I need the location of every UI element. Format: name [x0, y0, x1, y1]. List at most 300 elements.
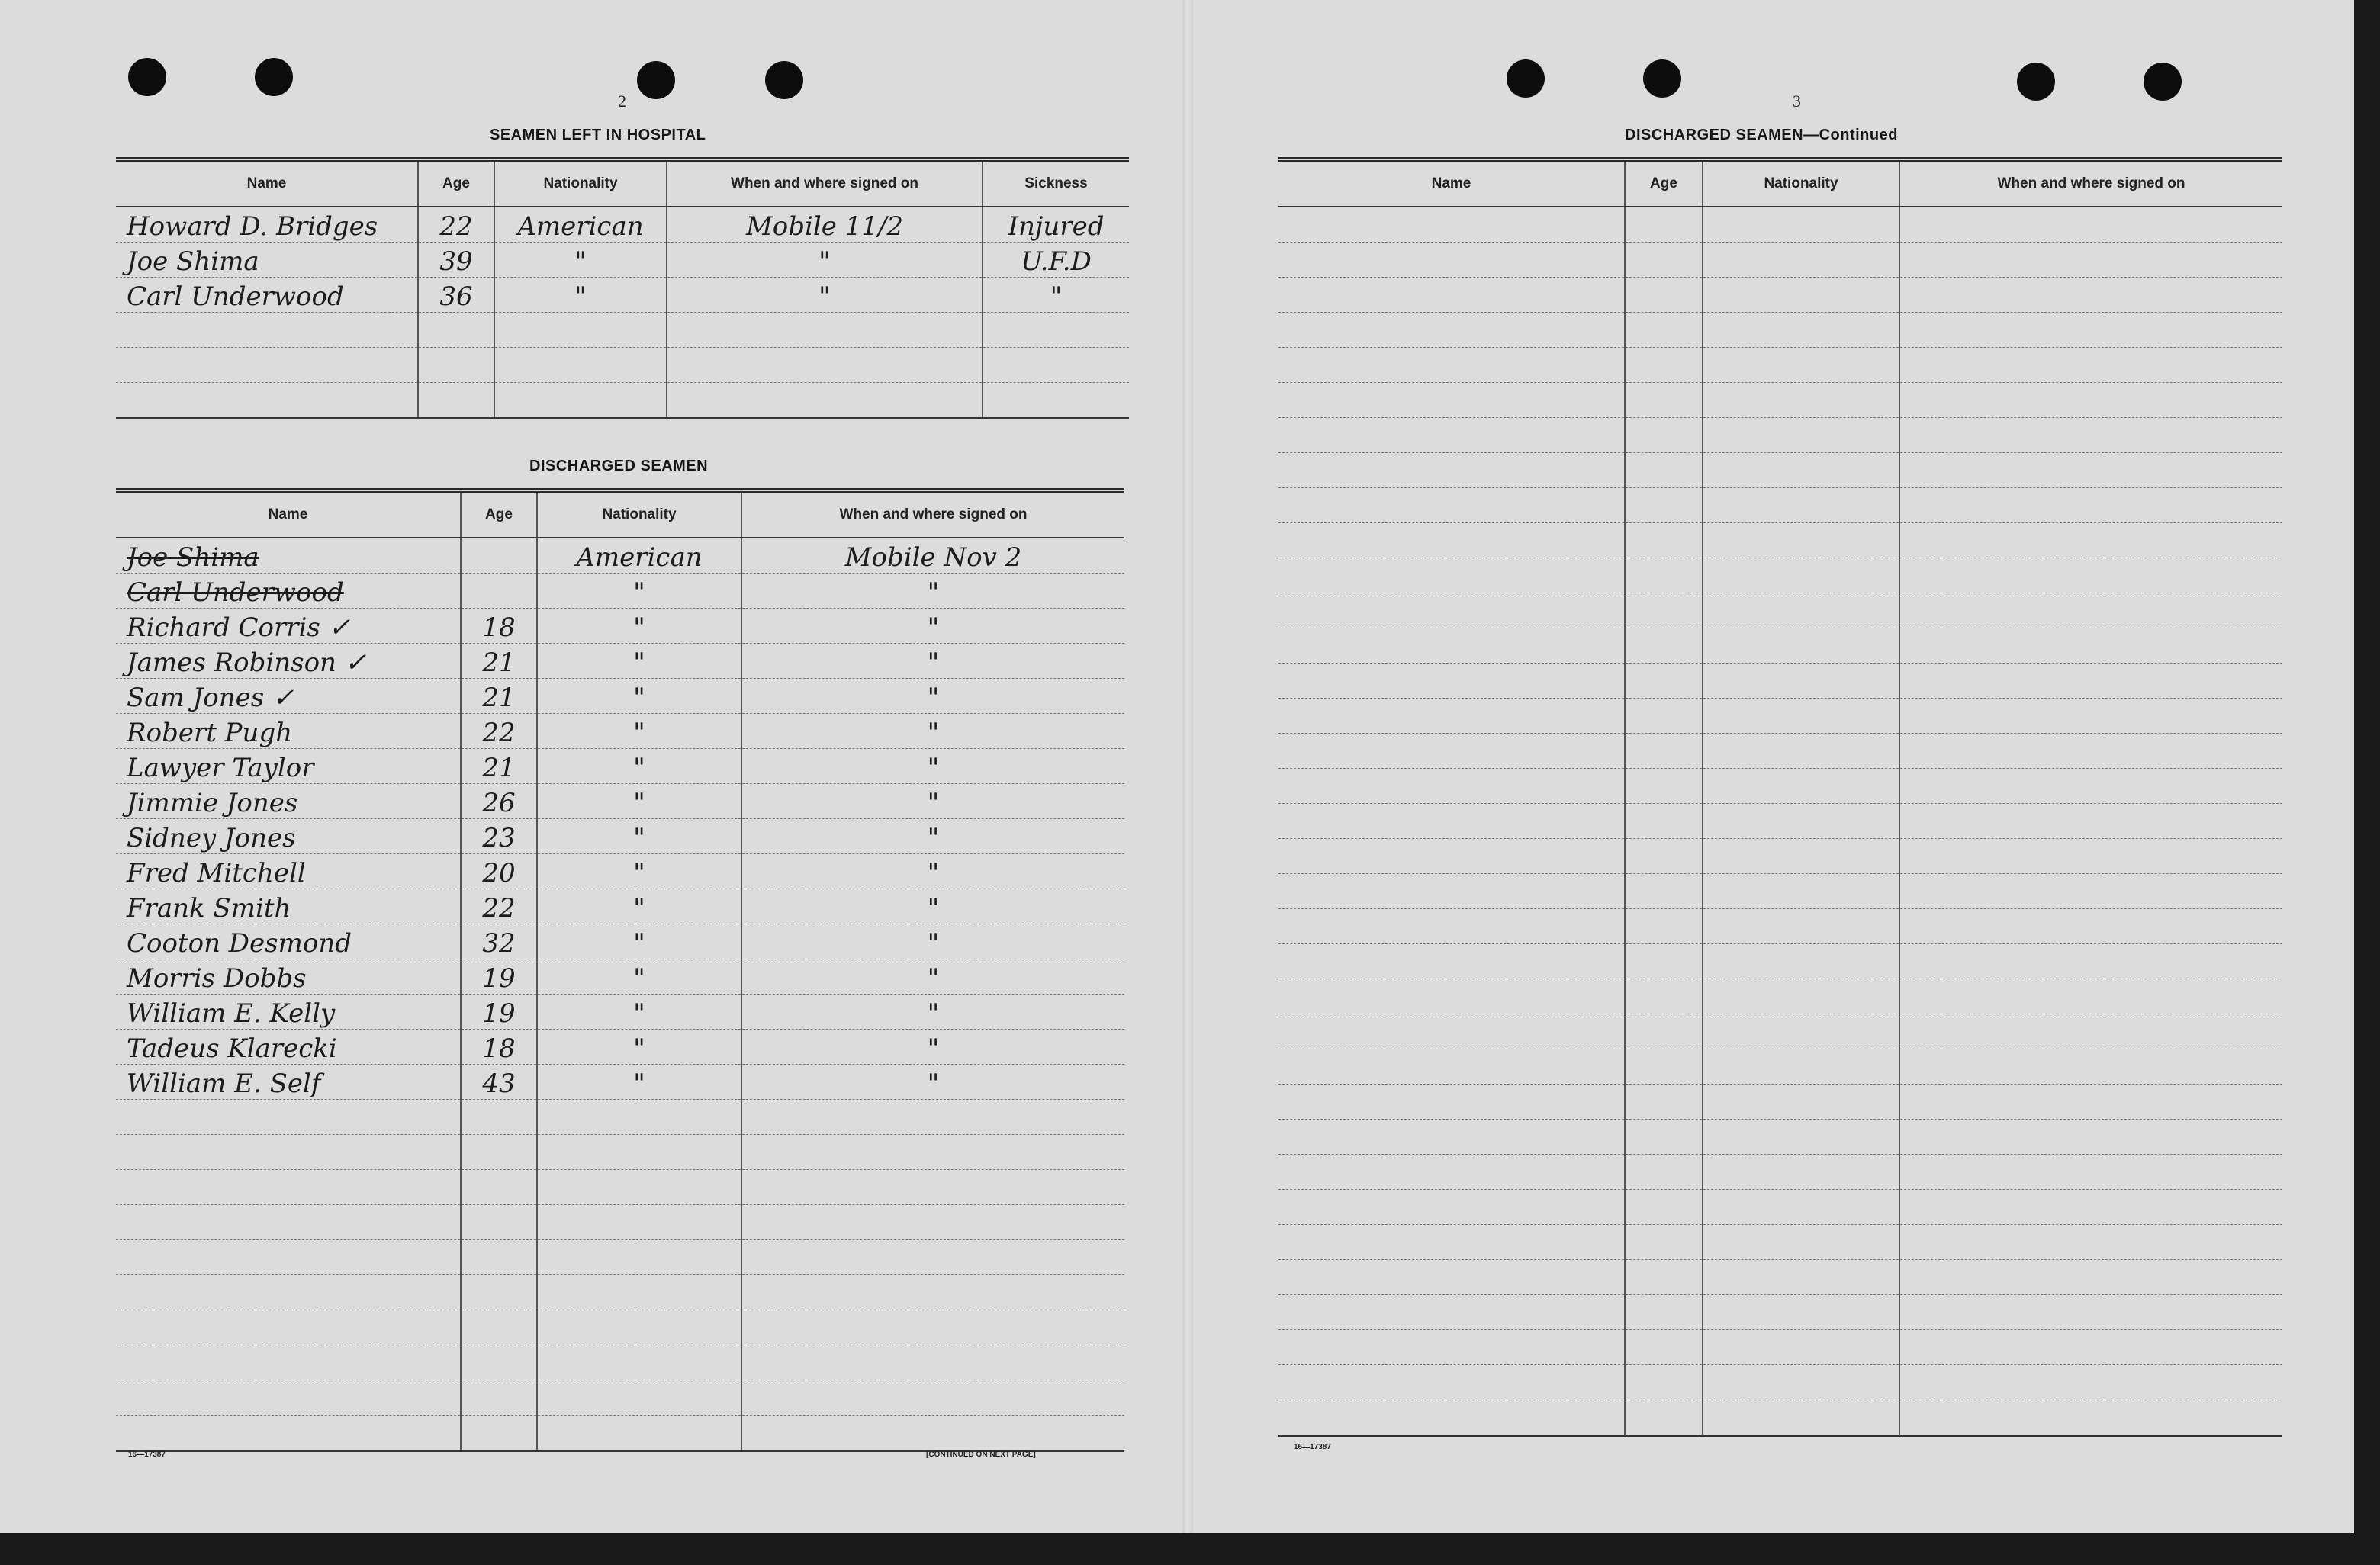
cell-nationality	[1703, 1014, 1899, 1049]
table-row	[1278, 1330, 2282, 1365]
cell-nationality: "	[537, 679, 741, 714]
cell-name	[1278, 453, 1625, 488]
cell-name	[116, 1205, 461, 1240]
cell-age	[1625, 418, 1703, 453]
cell-name	[116, 1416, 461, 1451]
cell-signed-on	[1899, 1330, 2282, 1365]
cell-age	[1625, 207, 1703, 243]
cell-signed-on	[741, 1416, 1124, 1451]
cell-signed-on	[667, 313, 983, 348]
cell-name	[116, 313, 418, 348]
cell-nationality	[1703, 523, 1899, 558]
cell-nationality: American	[537, 538, 741, 574]
cell-nationality	[537, 1240, 741, 1275]
cell-signed-on	[741, 1345, 1124, 1380]
hospital-table-header	[116, 159, 1129, 207]
table-row	[1278, 243, 2282, 278]
cell-signed-on	[1899, 839, 2282, 874]
cell-age: 43	[461, 1065, 537, 1100]
cell-nationality	[1703, 1120, 1899, 1155]
cell-signed-on: "	[741, 959, 1124, 995]
column-header-sickness: Sickness	[983, 159, 1129, 207]
cell-signed-on	[1899, 1049, 2282, 1085]
cell-signed-on	[741, 1170, 1124, 1205]
cell-age: 22	[461, 714, 537, 749]
cell-name	[1278, 1365, 1625, 1400]
cell-name: Morris Dobbs	[116, 959, 461, 995]
cell-signed-on: "	[667, 278, 983, 313]
cell-nationality	[1703, 1400, 1899, 1436]
cell-name	[1278, 734, 1625, 769]
cell-nationality	[1703, 1085, 1899, 1120]
table-row	[116, 574, 1124, 609]
cell-signed-on	[741, 1135, 1124, 1170]
table-row	[1278, 628, 2282, 664]
cell-name: Cooton Desmond	[116, 924, 461, 959]
cell-name	[1278, 1014, 1625, 1049]
table-row	[116, 278, 1129, 313]
cell-name	[1278, 1225, 1625, 1260]
table-row	[1278, 313, 2282, 348]
cell-age: 21	[461, 679, 537, 714]
cell-signed-on	[741, 1205, 1124, 1240]
table-row	[116, 1100, 1124, 1135]
cell-sickness: "	[983, 278, 1129, 313]
cell-signed-on	[1899, 979, 2282, 1014]
cell-name	[1278, 488, 1625, 523]
cell-name: Carl Underwood	[116, 278, 418, 313]
table-row	[116, 644, 1124, 679]
page-number-right: 3	[1793, 92, 1801, 111]
table-row	[1278, 1260, 2282, 1295]
table-row	[116, 1205, 1124, 1240]
cell-signed-on	[1899, 1295, 2282, 1330]
cell-name	[116, 1170, 461, 1205]
table-row	[116, 749, 1124, 784]
cell-nationality: "	[537, 644, 741, 679]
cell-nationality	[494, 348, 667, 383]
cell-age	[1625, 1225, 1703, 1260]
cell-nationality	[1703, 909, 1899, 944]
cell-name	[1278, 558, 1625, 593]
column-header-name: Name	[1278, 159, 1625, 207]
table-row	[1278, 1049, 2282, 1085]
cell-signed-on	[1899, 383, 2282, 418]
table-row	[1278, 418, 2282, 453]
cell-nationality: "	[537, 995, 741, 1030]
column-header-name: Name	[116, 159, 418, 207]
cell-name	[1278, 278, 1625, 313]
cell-age	[461, 1416, 537, 1451]
cell-nationality	[1703, 734, 1899, 769]
cell-age	[461, 1135, 537, 1170]
cell-name	[116, 348, 418, 383]
cell-nationality: "	[537, 749, 741, 784]
cell-age	[418, 383, 494, 419]
table-row	[1278, 699, 2282, 734]
cell-nationality	[537, 1310, 741, 1345]
cell-nationality	[1703, 664, 1899, 699]
table-row	[116, 313, 1129, 348]
cell-age	[1625, 1330, 1703, 1365]
cell-name	[116, 383, 418, 419]
form-number-left: 16—17387	[128, 1451, 166, 1459]
cell-name	[116, 1380, 461, 1416]
cell-signed-on	[1899, 313, 2282, 348]
cell-signed-on: "	[741, 679, 1124, 714]
cell-name	[1278, 909, 1625, 944]
cell-name	[1278, 874, 1625, 909]
cell-signed-on	[1899, 593, 2282, 628]
cell-name	[1278, 207, 1625, 243]
cell-name: Tadeus Klarecki	[116, 1030, 461, 1065]
cell-nationality	[1703, 243, 1899, 278]
cell-signed-on	[1899, 664, 2282, 699]
cell-sickness	[983, 313, 1129, 348]
table-row	[116, 714, 1124, 749]
cell-age	[461, 1100, 537, 1135]
cell-signed-on	[1899, 488, 2282, 523]
table-row	[1278, 383, 2282, 418]
cell-nationality	[1703, 1330, 1899, 1365]
cell-age	[1625, 243, 1703, 278]
cell-age	[1625, 699, 1703, 734]
cell-signed-on	[1899, 734, 2282, 769]
binder-hole	[1643, 59, 1681, 98]
cell-age	[1625, 558, 1703, 593]
cell-signed-on	[1899, 1190, 2282, 1225]
binder-hole	[2017, 63, 2055, 101]
cell-age	[418, 313, 494, 348]
cell-name	[1278, 628, 1625, 664]
cell-name	[1278, 1260, 1625, 1295]
table-row	[116, 1310, 1124, 1345]
table-row	[1278, 804, 2282, 839]
cell-name	[1278, 944, 1625, 979]
cell-name: Fred Mitchell	[116, 854, 461, 889]
cell-sickness: U.F.D	[983, 243, 1129, 278]
cell-nationality	[494, 383, 667, 419]
table-row	[1278, 1400, 2282, 1436]
cell-name	[1278, 1190, 1625, 1225]
cell-age: 39	[418, 243, 494, 278]
cell-nationality: "	[537, 784, 741, 819]
cell-name: Sidney Jones	[116, 819, 461, 854]
cell-signed-on	[741, 1380, 1124, 1416]
cell-name	[116, 1100, 461, 1135]
cell-age	[1625, 1400, 1703, 1436]
table-row	[116, 854, 1124, 889]
hospital-section-title: SEAMEN LEFT IN HOSPITAL	[490, 127, 706, 143]
cell-age	[1625, 1049, 1703, 1085]
cell-nationality	[537, 1100, 741, 1135]
table-row	[116, 784, 1124, 819]
cell-signed-on: "	[741, 819, 1124, 854]
cell-age	[1625, 313, 1703, 348]
cell-nationality	[1703, 593, 1899, 628]
cell-age	[1625, 1295, 1703, 1330]
cell-nationality	[1703, 313, 1899, 348]
cell-nationality	[1703, 944, 1899, 979]
cell-nationality: "	[537, 819, 741, 854]
cell-sickness	[983, 348, 1129, 383]
cell-name	[1278, 383, 1625, 418]
cell-signed-on	[1899, 1225, 2282, 1260]
cell-name	[1278, 1120, 1625, 1155]
table-row	[1278, 1014, 2282, 1049]
cell-nationality: "	[537, 1030, 741, 1065]
cell-name: Sam Jones ✓	[116, 679, 461, 714]
table-row	[116, 1345, 1124, 1380]
cell-nationality	[1703, 207, 1899, 243]
cell-age	[461, 1310, 537, 1345]
cell-name	[1278, 1295, 1625, 1330]
cell-signed-on: "	[741, 714, 1124, 749]
hospital-table-body	[116, 207, 1129, 419]
cell-signed-on: "	[741, 609, 1124, 644]
table-row	[1278, 769, 2282, 804]
cell-signed-on	[741, 1240, 1124, 1275]
cell-age	[1625, 453, 1703, 488]
cell-signed-on	[1899, 769, 2282, 804]
binder-hole	[128, 58, 166, 96]
cell-nationality: "	[537, 854, 741, 889]
cell-name	[116, 1310, 461, 1345]
table-row	[116, 348, 1129, 383]
column-header-when-and-where-signed-on: When and where signed on	[667, 159, 983, 207]
column-header-when-and-where-signed-on: When and where signed on	[1899, 159, 2282, 207]
cell-age: 36	[418, 278, 494, 313]
cell-nationality	[1703, 769, 1899, 804]
table-row	[116, 679, 1124, 714]
cell-signed-on	[1899, 453, 2282, 488]
table-row	[116, 889, 1124, 924]
cell-name	[1278, 664, 1625, 699]
cell-nationality	[1703, 383, 1899, 418]
continued-section-title: DISCHARGED SEAMEN—Continued	[1625, 127, 1898, 143]
cell-age	[1625, 944, 1703, 979]
cell-age	[1625, 734, 1703, 769]
binder-hole	[255, 58, 293, 96]
cell-nationality	[1703, 1260, 1899, 1295]
cell-signed-on: "	[667, 243, 983, 278]
table-row	[1278, 488, 2282, 523]
table-row	[1278, 348, 2282, 383]
cell-nationality: "	[537, 959, 741, 995]
cell-nationality	[537, 1170, 741, 1205]
continued-note: [CONTINUED ON NEXT PAGE]	[926, 1451, 1036, 1459]
cell-sickness: Injured	[983, 207, 1129, 243]
form-number-right: 16—17387	[1294, 1443, 1331, 1451]
table-row	[1278, 874, 2282, 909]
cell-signed-on: "	[741, 995, 1124, 1030]
cell-age	[1625, 909, 1703, 944]
cell-nationality	[537, 1416, 741, 1451]
cell-nationality	[1703, 418, 1899, 453]
cell-age	[461, 1240, 537, 1275]
cell-nationality: "	[537, 889, 741, 924]
cell-signed-on: "	[741, 784, 1124, 819]
cell-nationality	[1703, 628, 1899, 664]
table-row	[116, 1170, 1124, 1205]
cell-age	[1625, 593, 1703, 628]
cell-name	[1278, 593, 1625, 628]
cell-age	[1625, 1155, 1703, 1190]
cell-signed-on	[667, 383, 983, 419]
table-row	[116, 1135, 1124, 1170]
cell-name	[1278, 313, 1625, 348]
cell-name	[1278, 1049, 1625, 1085]
cell-name: Robert Pugh	[116, 714, 461, 749]
cell-name: William E. Kelly	[116, 995, 461, 1030]
cell-age	[1625, 348, 1703, 383]
cell-age: 20	[461, 854, 537, 889]
cell-signed-on	[1899, 278, 2282, 313]
cell-signed-on	[1899, 1400, 2282, 1436]
binder-hole	[1507, 59, 1545, 98]
table-row	[116, 1416, 1124, 1451]
table-row	[1278, 1225, 2282, 1260]
cell-nationality	[1703, 699, 1899, 734]
cell-nationality	[537, 1135, 741, 1170]
cell-name	[1278, 804, 1625, 839]
cell-signed-on	[1899, 699, 2282, 734]
cell-signed-on	[1899, 1014, 2282, 1049]
cell-name: Frank Smith	[116, 889, 461, 924]
cell-sickness	[983, 383, 1129, 419]
cell-nationality	[1703, 1295, 1899, 1330]
table-row	[116, 995, 1124, 1030]
page-number-left: 2	[618, 92, 626, 111]
cell-signed-on	[741, 1275, 1124, 1310]
cell-name	[116, 1345, 461, 1380]
cell-signed-on	[741, 1100, 1124, 1135]
cell-name	[1278, 243, 1625, 278]
cell-age	[461, 1205, 537, 1240]
cell-age	[1625, 1260, 1703, 1295]
cell-name: James Robinson ✓	[116, 644, 461, 679]
cell-signed-on	[1899, 1260, 2282, 1295]
table-row	[1278, 1155, 2282, 1190]
cell-age	[1625, 1190, 1703, 1225]
table-row	[1278, 1190, 2282, 1225]
cell-nationality	[1703, 453, 1899, 488]
cell-nationality	[1703, 1155, 1899, 1190]
cell-signed-on	[1899, 418, 2282, 453]
cell-nationality	[494, 313, 667, 348]
cell-age: 21	[461, 749, 537, 784]
table-row	[116, 1275, 1124, 1310]
cell-signed-on	[1899, 874, 2282, 909]
cell-name	[1278, 769, 1625, 804]
cell-age: 22	[461, 889, 537, 924]
cell-age	[1625, 804, 1703, 839]
cell-signed-on: "	[741, 924, 1124, 959]
cell-signed-on: "	[741, 644, 1124, 679]
continued-table-header	[1278, 159, 2282, 207]
table-row	[116, 924, 1124, 959]
cell-signed-on	[1899, 1365, 2282, 1400]
cell-nationality: "	[537, 1065, 741, 1100]
binder-hole	[765, 61, 803, 99]
cell-age: 19	[461, 995, 537, 1030]
cell-age: 18	[461, 609, 537, 644]
table-row	[1278, 523, 2282, 558]
cell-name	[1278, 979, 1625, 1014]
cell-age	[1625, 523, 1703, 558]
cell-age	[1625, 874, 1703, 909]
cell-age	[1625, 839, 1703, 874]
cell-age: 21	[461, 644, 537, 679]
table-row	[1278, 1085, 2282, 1120]
cell-nationality	[1703, 558, 1899, 593]
cell-nationality: "	[537, 924, 741, 959]
cell-nationality: "	[537, 714, 741, 749]
table-row	[1278, 944, 2282, 979]
cell-nationality: "	[494, 278, 667, 313]
cell-age	[461, 1275, 537, 1310]
table-row	[116, 1030, 1124, 1065]
column-header-nationality: Nationality	[1703, 159, 1899, 207]
table-row	[116, 1380, 1124, 1416]
cell-signed-on: Mobile Nov 2	[741, 538, 1124, 574]
cell-nationality	[537, 1275, 741, 1310]
cell-name	[1278, 1400, 1625, 1436]
cell-name	[1278, 839, 1625, 874]
cell-name	[116, 1135, 461, 1170]
table-row	[1278, 909, 2282, 944]
cell-nationality	[1703, 804, 1899, 839]
table-row	[116, 243, 1129, 278]
cell-nationality	[1703, 1365, 1899, 1400]
cell-age	[1625, 628, 1703, 664]
cell-age	[1625, 769, 1703, 804]
cell-nationality	[1703, 1190, 1899, 1225]
column-header-when-and-where-signed-on: When and where signed on	[741, 490, 1124, 538]
cell-name	[1278, 1155, 1625, 1190]
cell-signed-on: "	[741, 854, 1124, 889]
cell-age: 26	[461, 784, 537, 819]
table-row	[116, 207, 1129, 243]
cell-signed-on	[1899, 804, 2282, 839]
table-row	[116, 538, 1124, 574]
continued-table	[1278, 157, 2282, 1437]
cell-age	[1625, 1365, 1703, 1400]
cell-name: Lawyer Taylor	[116, 749, 461, 784]
cell-nationality	[537, 1205, 741, 1240]
cell-age	[418, 348, 494, 383]
table-row	[1278, 558, 2282, 593]
table-row	[1278, 979, 2282, 1014]
cell-age	[1625, 1014, 1703, 1049]
cell-signed-on: Mobile 11/2	[667, 207, 983, 243]
column-header-age: Age	[418, 159, 494, 207]
cell-signed-on	[741, 1310, 1124, 1345]
cell-age: 19	[461, 959, 537, 995]
cell-age	[1625, 1120, 1703, 1155]
cell-nationality	[1703, 348, 1899, 383]
column-header-age: Age	[461, 490, 537, 538]
cell-age	[1625, 979, 1703, 1014]
cell-age	[1625, 1085, 1703, 1120]
cell-name	[1278, 523, 1625, 558]
table-row	[1278, 839, 2282, 874]
cell-age	[1625, 278, 1703, 313]
cell-nationality	[1703, 1049, 1899, 1085]
cell-signed-on	[667, 348, 983, 383]
table-row	[116, 383, 1129, 419]
cell-name: Howard D. Bridges	[116, 207, 418, 243]
